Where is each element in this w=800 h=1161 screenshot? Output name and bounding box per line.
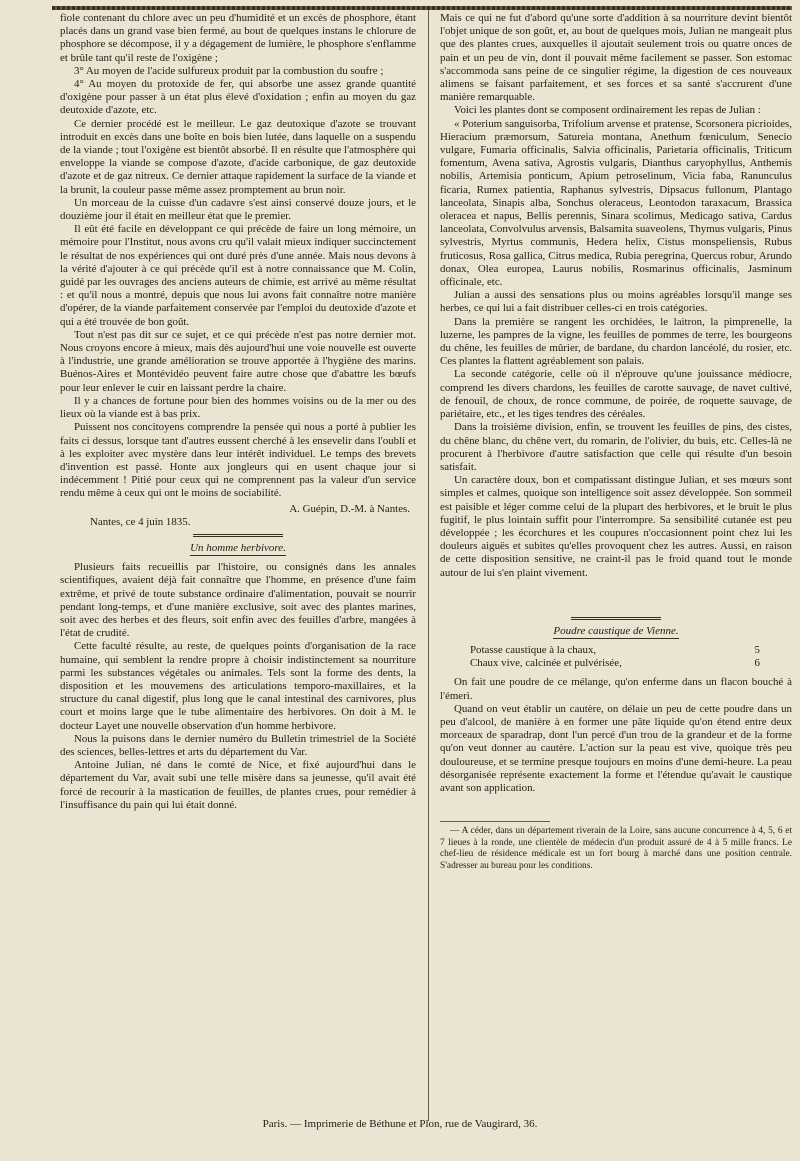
article-separator [193,534,283,537]
recipe-row [470,657,760,670]
body-paragraph: Mais ce qui ne fut d'abord qu'une sorte d'addition à sa nourriture devint bientôt l'objet unique de son goût, et, au bout de quelques mois, Julian ne mangeait plus que des plantes crues, auxquelles il ajoutait seulement trois ou quatre onces de pain et un peu de vin, dont il pouvait même facilement se passer. Son estomac s'accommoda sans peine de ce singulier régime, la digestion de ces nouveaux alimens se faisant parfaitement, et ses forces et sa santé s'accrurent d'une manière remarquable. [440,12,792,104]
body-paragraph: Julian a aussi des sensations plus ou moins agréables lorsqu'il mange ses herbes, ce qui lui a fait distribuer celles-ci en trois catégories. [440,289,792,315]
left-column [60,12,416,1117]
body-paragraph: Il y a chances de fortune pour bien des hommes voisins ou de la mer ou des lieux où la viande est à bas prix. [60,394,416,421]
spacer [440,580,792,612]
body-paragraph: Voici les plantes dont se composent ordinairement les repas de Julian : [454,104,761,117]
article-date: Nantes, ce 4 juin 1835. [90,515,191,528]
ingredient-qty: 5 [754,643,760,656]
body-paragraph: On fait une poudre de ce mélange, qu'on enferme dans un flacon bouché à l'émeri. [440,676,792,702]
body-paragraph: Quand on veut établir un cautère, on délaie un peu de cette poudre dans un peu d'alcool, de manière à en former une pâte liquide qu'on étend entre deux morceaux de sparadrap, dont l'un percé d'un trou de la grandeur et de la forme qu'on veut donner au cautère. L'action sur la peau est vive, quoique très peu douloureuse, et se termine presque toujours en moins d'une demi-heure. La peau désorganisée représente exactement la forme et l'étendue qu'avait le caustique avant son application. [440,702,792,794]
body-paragraph: La seconde catégorie, celle où il n'éprouve qu'une jouissance médiocre, comprend les divers chardons, les feuilles de carotte sauvage, de navet cultivé, de fenouil, de choux, de ronce commune, de poirée, de roquette sauvage, de pariétaire, etc., et les tiges tendres des céréales. [440,368,792,421]
column-divider [428,10,429,1121]
recipe-table [470,644,760,670]
body-paragraph: Cette faculté résulte, au reste, de quelques points d'organisation de la race humaine, qui semblent la rendre propre à choisir indistinctement sa nourriture parmi les substances végétales ou animales. Tels sont la forme des dents, la disposition et les mouvemens des articulations temporo-maxillaires, et la structure du canal digestif, plus long que le canal intestinal des carnivores, plus court et moins large que le tube alimentaire des herbivores. On doit à M. le docteur Layet une nouvelle observation d'un homme herbivore. [60,640,416,732]
section-title-text: Poudre caustique de Vienne. [553,624,679,637]
body-paragraph: Dans la troisième division, enfin, se trouvent les feuilles de pins, des cistes, du chêne blanc, du chêne vert, du romarin, de l'olivier, du buis, etc. Celles-là ne procurent à l'herbivore d'autre satisfaction que celle qui résulte d'un besoin satisfait. [440,421,792,473]
ingredient-name: Chaux vive, calcinée et pulvérisée, [470,657,622,670]
body-paragraph: Un morceau de la cuisse d'un cadavre s'est ainsi conservé douze jours, et le douzième jour il était en meilleur état que le premier. [60,196,416,223]
ingredient-qty: 6 [754,657,760,670]
body-paragraph: Nous la puisons dans le dernier numéro du Bulletin trimestriel de la Société des sciences, belles-lettres et arts du département du Var. [60,732,416,758]
classified-notice: — A céder, dans un département riverain de la Loire, sans aucune concurrence à 4, 5, 6 et 7 lieues à la ronde, une clientèle de médecin d'un produit assuré de 4 à 5 mille francs. Le chef-lieu de résidence médicale est un fort bourg à marché dans une position centrale. S'adresser au bureau pour les conditions. [440,826,792,871]
body-paragraph: Tout n'est pas dit sur ce sujet, et ce qui précède n'est pas notre dernier mot. Nous croyons encore à mieux, mais dès aujourd'hui une voie nouvelle est ouverte à l'industrie, une grande amélioration se trouve apportée à l'hygiène des marins. Buénos-Aires et Montévidéo peuvent faire autre chose que d'abattre les bœufs pour leur enlever le cuir en laissant perdre la chaire. [60,328,416,394]
body-paragraph: « Poterium sanguisorba, Trifolium arvense et pratense, Scorsonera picrioides, Hieracium præmorsum, Satureia montana, Anethum fœniculum, Senecio vulgare, Fumaria officinalis, Salvia officinalis, Parietaria officinalis, Triticum fomentum, Avena sativa, Agrostis vulgaris, Dianthus caryophyllus, Anthemis nobilis, Artemisia ponticum, Apium petroselinum, Vicia faba, Ranunculus ficaria, Rumex patientia, Raphanus sylvestris, Dipsacus fullonum, Plantago lanceolata, Sinapis alba, Sonchus oleraceus, Leontodon taraxacum, Brassica oleracea et napus, Bellis perennis, Sinara scolimus, Medicago sativa, Cardus lanceolata, Convolvulus arvensis, Balsamita suaveolens, Thymus vulgaris, Pinus sylvestris, Myrtus communis, Hedera helix, Cistus monspeliensis, Rubus fruticosus, Rosa gallica, Citrus medica, Rubia peregrina, Quercus robur, Arundo donax, Olea europea, Laurus nobilis, Rosmarinus officinalis, Jasminum officinale, etc. [440,117,792,289]
body-paragraph: Plusieurs faits recueillis par l'histoire, ou consignés dans les annales scientifiques, avaient déjà fait connaître que l'homme, en présence d'une faim extrême, et privé de toute substance ordinaire d'alimentation, pouvait se nourrir pendant long-temps, et d'une manière exclusive, soit avec des plantes marines, soit avec des herbes et des fleurs, soit enfin avec des feuilles d'arbre, mangées à l'état de crudité. [60,561,416,640]
author-signature: A. Guépin, D.-M. à Nantes. [289,502,410,515]
body-paragraph: 3° Au moyen de l'acide sulfureux produit par la combustion du soufre ; [74,64,384,77]
body-paragraph: fiole contenant du chlore avec un peu d'humidité et un excès de phosphore, étant placés dans un grand vase bien fermé, au bout de quelques instans le chlorure de phosphore se décompose, il y a dégagement de lumière, le phosphore s'enflamme et brûle tant qu'il reste de l'oxigène ; [60,12,416,64]
body-paragraph: 4° Au moyen du protoxide de fer, qui absorbe une assez grande quantité d'oxigène pour passer à un état plus élevé d'oxidation ; enfin au moyen du gaz deutoxide d'azote, etc. [60,78,416,117]
recipe-row [470,644,760,657]
section-title [60,542,416,555]
footnote-rule [440,821,550,822]
section-title [440,625,792,638]
body-paragraph: Dans la première se rangent les orchidées, le laitron, la pimprenelle, la luzerne, les pampres de la vigne, les feuilles de pommes de terre, les bourgeons du chêne, les feuilles de mûrier, de bardane, du chardon lancéolé, du rosier, etc. Ces plantes la flattent agréablement son palais. [440,315,792,368]
printer-imprint: Paris. — Imprimerie de Béthune et Plon, rue de Vaugirard, 36. [262,1118,538,1130]
body-paragraph: Un caractère doux, bon et compatissant distingue Julian, et ses mœurs sont simples et calmes, quoique son intelligence soit assez développée. Son sommeil est paisible et léger comme celui de la plupart des herbivores, et le bruit le plus fugitif, le plus lointain suffit pour l'interrompre. Sa sensibilité cutanée est peu développée ; les écorchures et les coupures n'occasionnent point chez lui les douleurs aiguës et subites qu'elles provoquent chez les autres. Aussi, en raison de cette disposition sensitive, ne craint-il pas le froid quand tout le monde autour de lui s'en plaint vivement. [440,474,792,579]
body-paragraph: Antoine Julian, né dans le comté de Nice, et fixé aujourd'hui dans le département du Var, avait subi une telle misère dans sa jeunesse, qu'il avait été forcé de recourir à la mastication de feuilles, de plantes crues, pour remédier à l'insuffisance du pain qui lui était donné. [60,759,416,811]
section-title-text: Un homme herbivore. [190,541,286,554]
right-column [440,12,792,1117]
body-paragraph: Il eût été facile en développant ce qui précède de faire un long mémoire, un mémoire pour l'Institut, nous avons cru qu'il valait mieux indiquer succinctement le résultat de nos expériences qui ont duré près d'une année. Mais nous devons à la vérité d'ajouter à ce qui précède qu'il est à notre connaissance que M. Colin, guidé par les ouvrages des anciens auteurs de chimie, est arrivé au même résultat : et qu'il nous a montré, depuis que nous lui avons fait connaître notre manière d'opérer, de la viande parfaitement conservée par l'emploi du deutoxide d'azote et qui a été trouvée de bon goût. [60,223,416,328]
ingredient-name: Potasse caustique à la chaux, [470,643,597,656]
top-border-rule [52,6,792,10]
body-paragraph: Ce dernier procédé est le meilleur. Le gaz deutoxique d'azote se trouvant introduit en excès dans une boîte en bois bien lutée, dans laquelle on a suspendu de la viande ; tout l'oxigène est bientôt absorbé. Il en résulte que l'atmosphère qui enveloppe la viande se compose d'azote, d'acide carbonique, de gaz deutoxide d'azote et de gaz nitreux. Ce dernier attaque rapidement la surface de la viande et la brunit, la couleur passe même assez promptement au brun noir. [60,117,416,196]
article-separator [571,617,661,620]
body-paragraph: Puissent nos concitoyens comprendre la pensée qui nous a porté à publier les faits ci dessus, lorsque tant d'autres eussent cherché à les ensevelir dans l'oubli et à les exploiter avec mystère dans leur intérêt individuel. Le temps des brevets d'invention est passé. Honte aux jongleurs qui en usent chaque jour si indécemment ! Pitié pour ceux qui ne comprennent pas la valeur d'un service rendu même à ceux qui ont le moins de sociabilité. [60,421,416,500]
spacer [440,795,792,815]
